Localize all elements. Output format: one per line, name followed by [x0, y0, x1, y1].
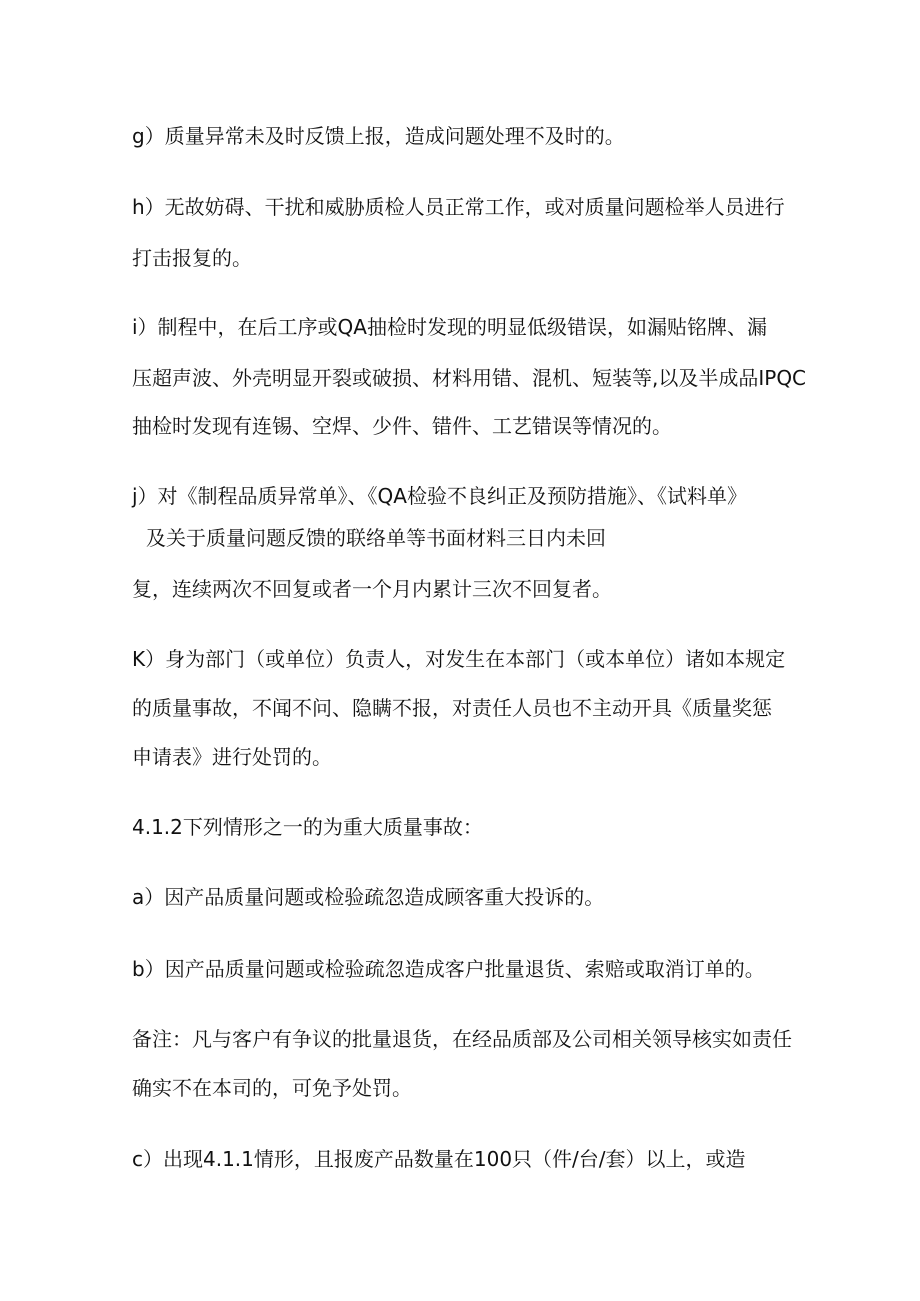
- note-line-2: 确实不在本司的，可免予处罚。: [132, 1076, 412, 1100]
- clause-a: a）因产品质量问题或检验疏忽造成顾客重大投诉的。: [132, 885, 605, 909]
- clause-h-line-1: h）无故妨碍、干扰和威胁质检人员正常工作，或对质量问题检举人员进行: [132, 195, 785, 219]
- clause-j-line-1: j）对《制程品质异常单》、《QA检验不良纠正及预防措施》、《试料单》: [132, 484, 747, 508]
- clause-i-line-1: i）制程中，在后工序或QA抽检时发现的明显低级错误，如漏贴铭牌、漏: [132, 315, 767, 339]
- clause-h-line-2: 打击报复的。: [132, 246, 252, 270]
- clause-k-line-2: 的质量事故，不闻不问、隐瞒不报，对责任人员也不主动开具《质量奖惩: [132, 696, 772, 720]
- clause-b: b）因产品质量问题或检验疏忽造成客户批量退货、索赔或取消订单的。: [132, 957, 765, 981]
- note-line-1: 备注：凡与客户有争议的批量退货，在经品质部及公司相关领导核实如责任: [132, 1027, 792, 1051]
- clause-i-line-2: 压超声波、外壳明显开裂或破损、材料用错、混机、短装等,以及半成品IPQC: [132, 366, 807, 390]
- section-4-1-2-heading: 4.1.2下列情形之一的为重大质量事故：: [132, 815, 483, 839]
- clause-c: c）出现4.1.1情形，且报废产品数量在100只（件/台/套）以上，或造: [132, 1147, 746, 1171]
- clause-j-line-3: 复，连续两次不回复或者一个月内累计三次不回复者。: [132, 577, 612, 601]
- clause-g: g）质量异常未及时反馈上报，造成问题处理不及时的。: [132, 124, 625, 148]
- clause-k-line-3: 申请表》进行处罚的。: [132, 745, 332, 769]
- clause-k-line-1: K）身为部门（或单位）负责人，对发生在本部门（或本单位）诸如本规定: [132, 647, 786, 671]
- clause-j-line-2: 及关于质量问题反馈的联络单等书面材料三日内未回: [146, 526, 606, 550]
- clause-i-line-3: 抽检时发现有连锡、空焊、少件、错件、工艺错误等情况的。: [132, 414, 672, 438]
